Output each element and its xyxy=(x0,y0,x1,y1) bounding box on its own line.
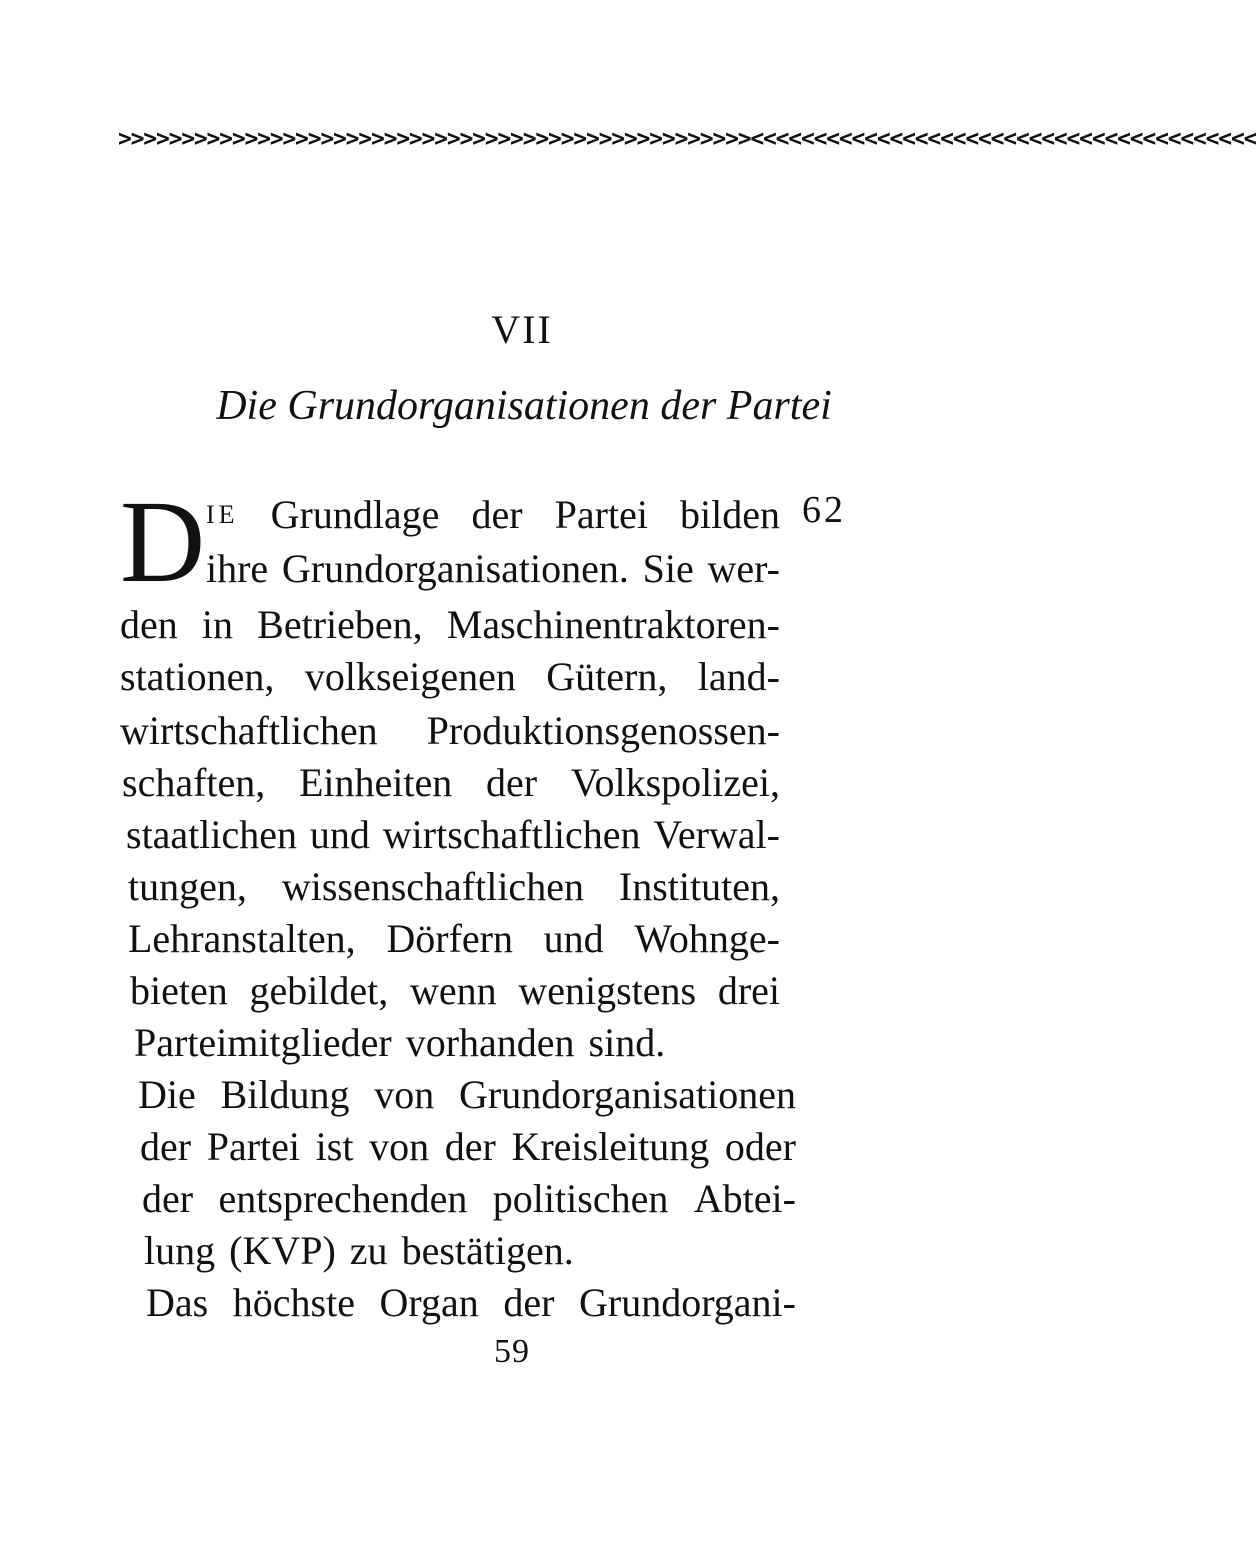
word: und xyxy=(543,916,604,961)
word: von xyxy=(374,1072,435,1117)
word: Bildung xyxy=(220,1072,350,1117)
word: Kreisleitung xyxy=(511,1124,710,1169)
text-line xyxy=(128,862,780,912)
word: Volkspolizei, xyxy=(570,760,780,805)
word: land- xyxy=(697,654,780,699)
word: der xyxy=(142,1176,194,1221)
word: von xyxy=(369,1124,430,1169)
word: wissenschaftlichen xyxy=(281,864,584,909)
word: Sie xyxy=(642,546,694,591)
text-line xyxy=(134,1018,780,1068)
word: (KVP) xyxy=(229,1228,336,1273)
ornament-border: >>>>>>>>>>>>>>>>>>>>>>>>>>>>>>>>>>>>>>>>>>>>>>>>>><<<<<<<<<<<<<<<<<<<<<<<<<<<<<<<<<<<<<<<< xyxy=(118,126,1256,152)
word: der xyxy=(140,1124,192,1169)
word: Einheiten xyxy=(298,760,453,805)
word: lung xyxy=(144,1228,216,1273)
word: Lehranstalten, xyxy=(128,916,356,961)
word: den xyxy=(120,602,178,647)
drop-cap: D xyxy=(120,476,206,607)
word: der xyxy=(471,492,523,537)
word: der xyxy=(503,1280,555,1325)
small-caps-word: IE xyxy=(206,500,239,529)
word: wenigstens xyxy=(518,968,697,1013)
word: schaften, xyxy=(122,760,266,805)
text-line xyxy=(120,706,780,756)
word: Grundorgani- xyxy=(578,1280,796,1325)
chapter-number: VII xyxy=(491,307,553,352)
word: ist xyxy=(315,1124,354,1169)
word: Wohnge- xyxy=(634,916,780,961)
word: Maschinentraktoren- xyxy=(446,602,780,647)
word: Die xyxy=(138,1072,196,1117)
word: volkseigenen xyxy=(304,654,516,699)
word: Grundlage xyxy=(270,492,440,537)
word: Instituten, xyxy=(618,864,780,909)
word: zu xyxy=(349,1228,388,1273)
word: Partei xyxy=(554,492,648,537)
word: politischen xyxy=(492,1176,669,1221)
word: wirtschaftlichen xyxy=(382,812,641,857)
text-line xyxy=(138,1070,796,1120)
word: oder xyxy=(724,1124,796,1169)
word: höchste xyxy=(232,1280,355,1325)
word: Verwal- xyxy=(653,812,780,857)
word: Abtei- xyxy=(693,1176,796,1221)
text-line xyxy=(146,1278,796,1328)
word: wenn xyxy=(410,968,497,1013)
text-line xyxy=(128,914,780,964)
text-line xyxy=(142,1174,796,1224)
text-line xyxy=(140,1122,796,1172)
word: Grundorganisationen xyxy=(459,1072,796,1117)
word: Organ xyxy=(379,1280,479,1325)
word: der xyxy=(485,760,538,805)
word: tungen, xyxy=(128,864,247,909)
text-line xyxy=(122,758,780,808)
word: vorhanden xyxy=(405,1020,575,1065)
text-line xyxy=(144,1226,796,1276)
word: ihre xyxy=(206,546,269,591)
chapter-title: Die Grundorganisationen der Partei xyxy=(216,383,832,429)
word: Dörfern xyxy=(386,916,513,961)
word: Parteimitglieder xyxy=(134,1020,392,1065)
page-number: 59 xyxy=(494,1333,530,1370)
word: wer- xyxy=(707,546,780,591)
word: der xyxy=(444,1124,496,1169)
margin-paragraph-number: 62 xyxy=(802,489,846,531)
text-line xyxy=(120,600,780,650)
text-line xyxy=(206,544,780,594)
word: stationen, xyxy=(120,654,275,699)
word: Gütern, xyxy=(546,654,668,699)
text-line xyxy=(130,966,780,1016)
word: Partei xyxy=(206,1124,301,1169)
word: bestätigen. xyxy=(401,1228,574,1273)
word: sind. xyxy=(588,1020,666,1065)
word: staatlichen xyxy=(126,812,298,857)
word: in xyxy=(201,602,234,647)
word: Produktionsgenossen- xyxy=(426,708,780,753)
word: wirtschaftlichen xyxy=(120,708,378,753)
word: drei xyxy=(717,968,780,1013)
word: gebildet, xyxy=(249,968,389,1013)
word: und xyxy=(309,812,370,857)
text-line xyxy=(120,652,780,702)
word: bilden xyxy=(680,492,780,537)
word: Grundorganisationen. xyxy=(281,546,629,591)
text-line xyxy=(206,490,780,540)
word: entsprechenden xyxy=(218,1176,468,1221)
text-line xyxy=(126,810,780,860)
word: Betrieben, xyxy=(257,602,423,647)
word: Das xyxy=(146,1280,209,1325)
word: bieten xyxy=(130,968,228,1013)
